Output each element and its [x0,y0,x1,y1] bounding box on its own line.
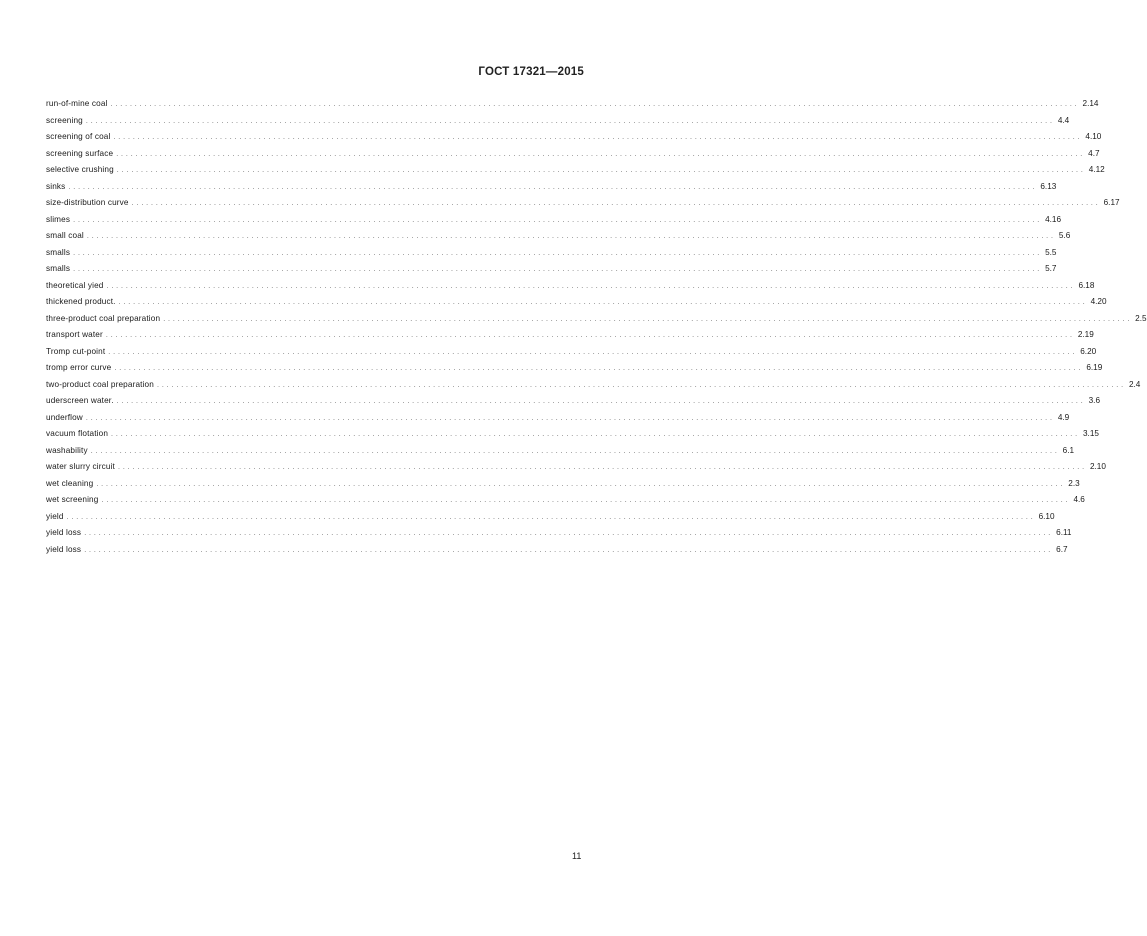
dot-leader: ........................................................................................................................................................................................................ [96,480,1066,488]
dot-leader: ........................................................................................................................................................................................................ [156,381,1126,389]
index-term: vacuum flotation [46,429,109,438]
index-reference-number: 2.5 [1135,313,1147,323]
index-entry [46,509,1055,526]
index-reference-number: 2.10 [1089,462,1106,471]
index-entry [46,146,1100,163]
index-reference-number: 4.4 [1057,115,1070,125]
index-entry [46,162,1105,179]
dot-leader: ........................................................................................................................................................................................................ [116,150,1086,158]
index-term: wet cleaning [46,478,94,488]
dot-leader: ........................................................................................................................................................................................................ [108,348,1078,356]
index-reference-number: 4.7 [1088,148,1100,158]
index-entry [46,311,1147,328]
index-reference-number: 6.20 [1080,346,1097,356]
dot-leader: ........................................................................................................................................................................................................ [110,101,1080,108]
index-entry [46,212,1062,229]
index-reference-number: 4.20 [1090,297,1107,306]
index-term: smalls [46,264,71,273]
dot-leader: ........................................................................................................................................................................................................ [116,167,1086,174]
index-term: run-of-mine coal [46,99,108,108]
index-reference-number: 5.6 [1058,231,1071,240]
dot-leader: ........................................................................................................................................................................................................ [86,233,1056,240]
index-reference-number: 2.19 [1077,330,1094,339]
index-reference-number: 3.15 [1083,429,1099,438]
index-entry [46,261,1057,278]
dot-leader: ........................................................................................................................................................................................................ [131,200,1101,207]
dot-leader: ........................................................................................................................................................................................................ [73,266,1043,273]
index-entry [46,377,1141,394]
index-reference-number: 6.1 [1062,445,1075,455]
index-reference-number: 6.7 [1056,544,1068,554]
index-term: screening of coal [46,132,111,141]
index-reference-number: 4.6 [1073,495,1085,504]
dot-leader: ........................................................................................................................................................................................................ [85,117,1055,125]
index-term: three-product coal preparation [46,313,161,323]
index-entry [46,344,1097,361]
index-term: two-product coal preparation [46,379,154,389]
document-code-header: ГОСТ 17321—2015 [478,66,584,78]
index-reference-number: 2.4 [1128,379,1141,389]
index-term: screening surface [46,148,114,158]
index-entry [46,327,1094,344]
index-term: wet screening [46,495,99,504]
index-entry [46,113,1070,130]
dot-leader: ........................................................................................................................................................................................................ [116,398,1086,405]
dot-leader: ........................................................................................................................................................................................................ [84,546,1054,554]
index-entry [46,492,1085,509]
page-number: 11 [572,851,582,861]
dot-leader: ........................................................................................................................................................................................................ [101,497,1071,504]
index-term: water slurry circuit [46,462,115,471]
dot-leader: ........................................................................................................................................................................................................ [105,332,1075,339]
dot-leader: ........................................................................................................................................................................................................ [73,216,1043,224]
index-term: yield loss [46,544,82,554]
dot-leader: ........................................................................................................................................................................................................ [84,530,1054,537]
index-term: theoretical yied [46,280,104,290]
index-term: sinks [46,181,66,191]
index-term: Tromp cut-point [46,346,106,356]
index-entry [46,96,1099,113]
index-term: thickened product. [46,297,116,306]
index-term: transport water [46,330,103,339]
index-entry [46,294,1107,311]
index-reference-number: 6.10 [1038,511,1055,521]
index-entry [46,360,1103,377]
index-entry [46,542,1068,559]
index-entry [46,228,1071,245]
dot-leader: ........................................................................................................................................................................................................ [117,464,1087,471]
index-entry [46,179,1057,196]
index-entry [46,443,1075,460]
dot-leader: ........................................................................................................................................................................................................ [111,431,1080,438]
index-reference-number: 5.5 [1045,247,1057,257]
index-reference-number: 6.11 [1056,528,1072,537]
index-reference-number: 2.14 [1082,99,1099,108]
dot-leader: ........................................................................................................................................................................................................ [68,183,1038,191]
index-reference-number: 6.13 [1040,181,1057,191]
index-entry [46,476,1080,493]
dot-leader: ........................................................................................................................................................................................................ [66,513,1036,521]
index-term: smalls [46,247,71,257]
dot-leader: ........................................................................................................................................................................................................ [85,414,1055,422]
index-term: underflow [46,412,83,422]
index-entry [46,195,1120,212]
index-term: size-distribution curve [46,198,129,207]
index-term: small coal [46,231,84,240]
index-reference-number: 6.17 [1103,198,1120,207]
index-entry [46,393,1100,410]
index-reference-number: 4.9 [1057,412,1070,422]
index-reference-number: 6.18 [1078,280,1095,290]
index-term: slimes [46,214,71,224]
index-term: uderscreen water. [46,396,114,405]
index-entry [46,525,1072,542]
index-entry [46,129,1102,146]
dot-leader: ........................................................................................................................................................................................................ [90,447,1060,455]
index-term: yield loss [46,528,82,537]
index-term: screening [46,115,83,125]
index-reference-number: 6.19 [1086,363,1103,372]
alphabetical-index [46,96,1147,558]
dot-leader: ........................................................................................................................................................................................................ [113,134,1083,141]
index-term: selective crushing [46,165,114,174]
index-reference-number: 4.16 [1045,214,1062,224]
index-entry [46,410,1070,427]
index-entry [46,426,1099,443]
index-term: yield [46,511,64,521]
dot-leader: ........................................................................................................................................................................................................ [114,365,1084,372]
dot-leader: ........................................................................................................................................................................................................ [118,299,1088,306]
dot-leader: ........................................................................................................................................................................................................ [163,315,1133,323]
index-entry [46,278,1095,295]
index-reference-number: 3.6 [1088,396,1100,405]
index-reference-number: 5.7 [1045,264,1057,273]
index-reference-number: 4.12 [1088,165,1105,174]
index-reference-number: 2.3 [1068,478,1080,488]
index-reference-number: 4.10 [1085,132,1102,141]
index-entry [46,459,1106,476]
index-term: tromp error curve [46,363,112,372]
dot-leader: ........................................................................................................................................................................................................ [73,249,1043,257]
dot-leader: ........................................................................................................................................................................................................ [106,282,1076,290]
index-entry [46,245,1057,262]
index-term: washability [46,445,88,455]
